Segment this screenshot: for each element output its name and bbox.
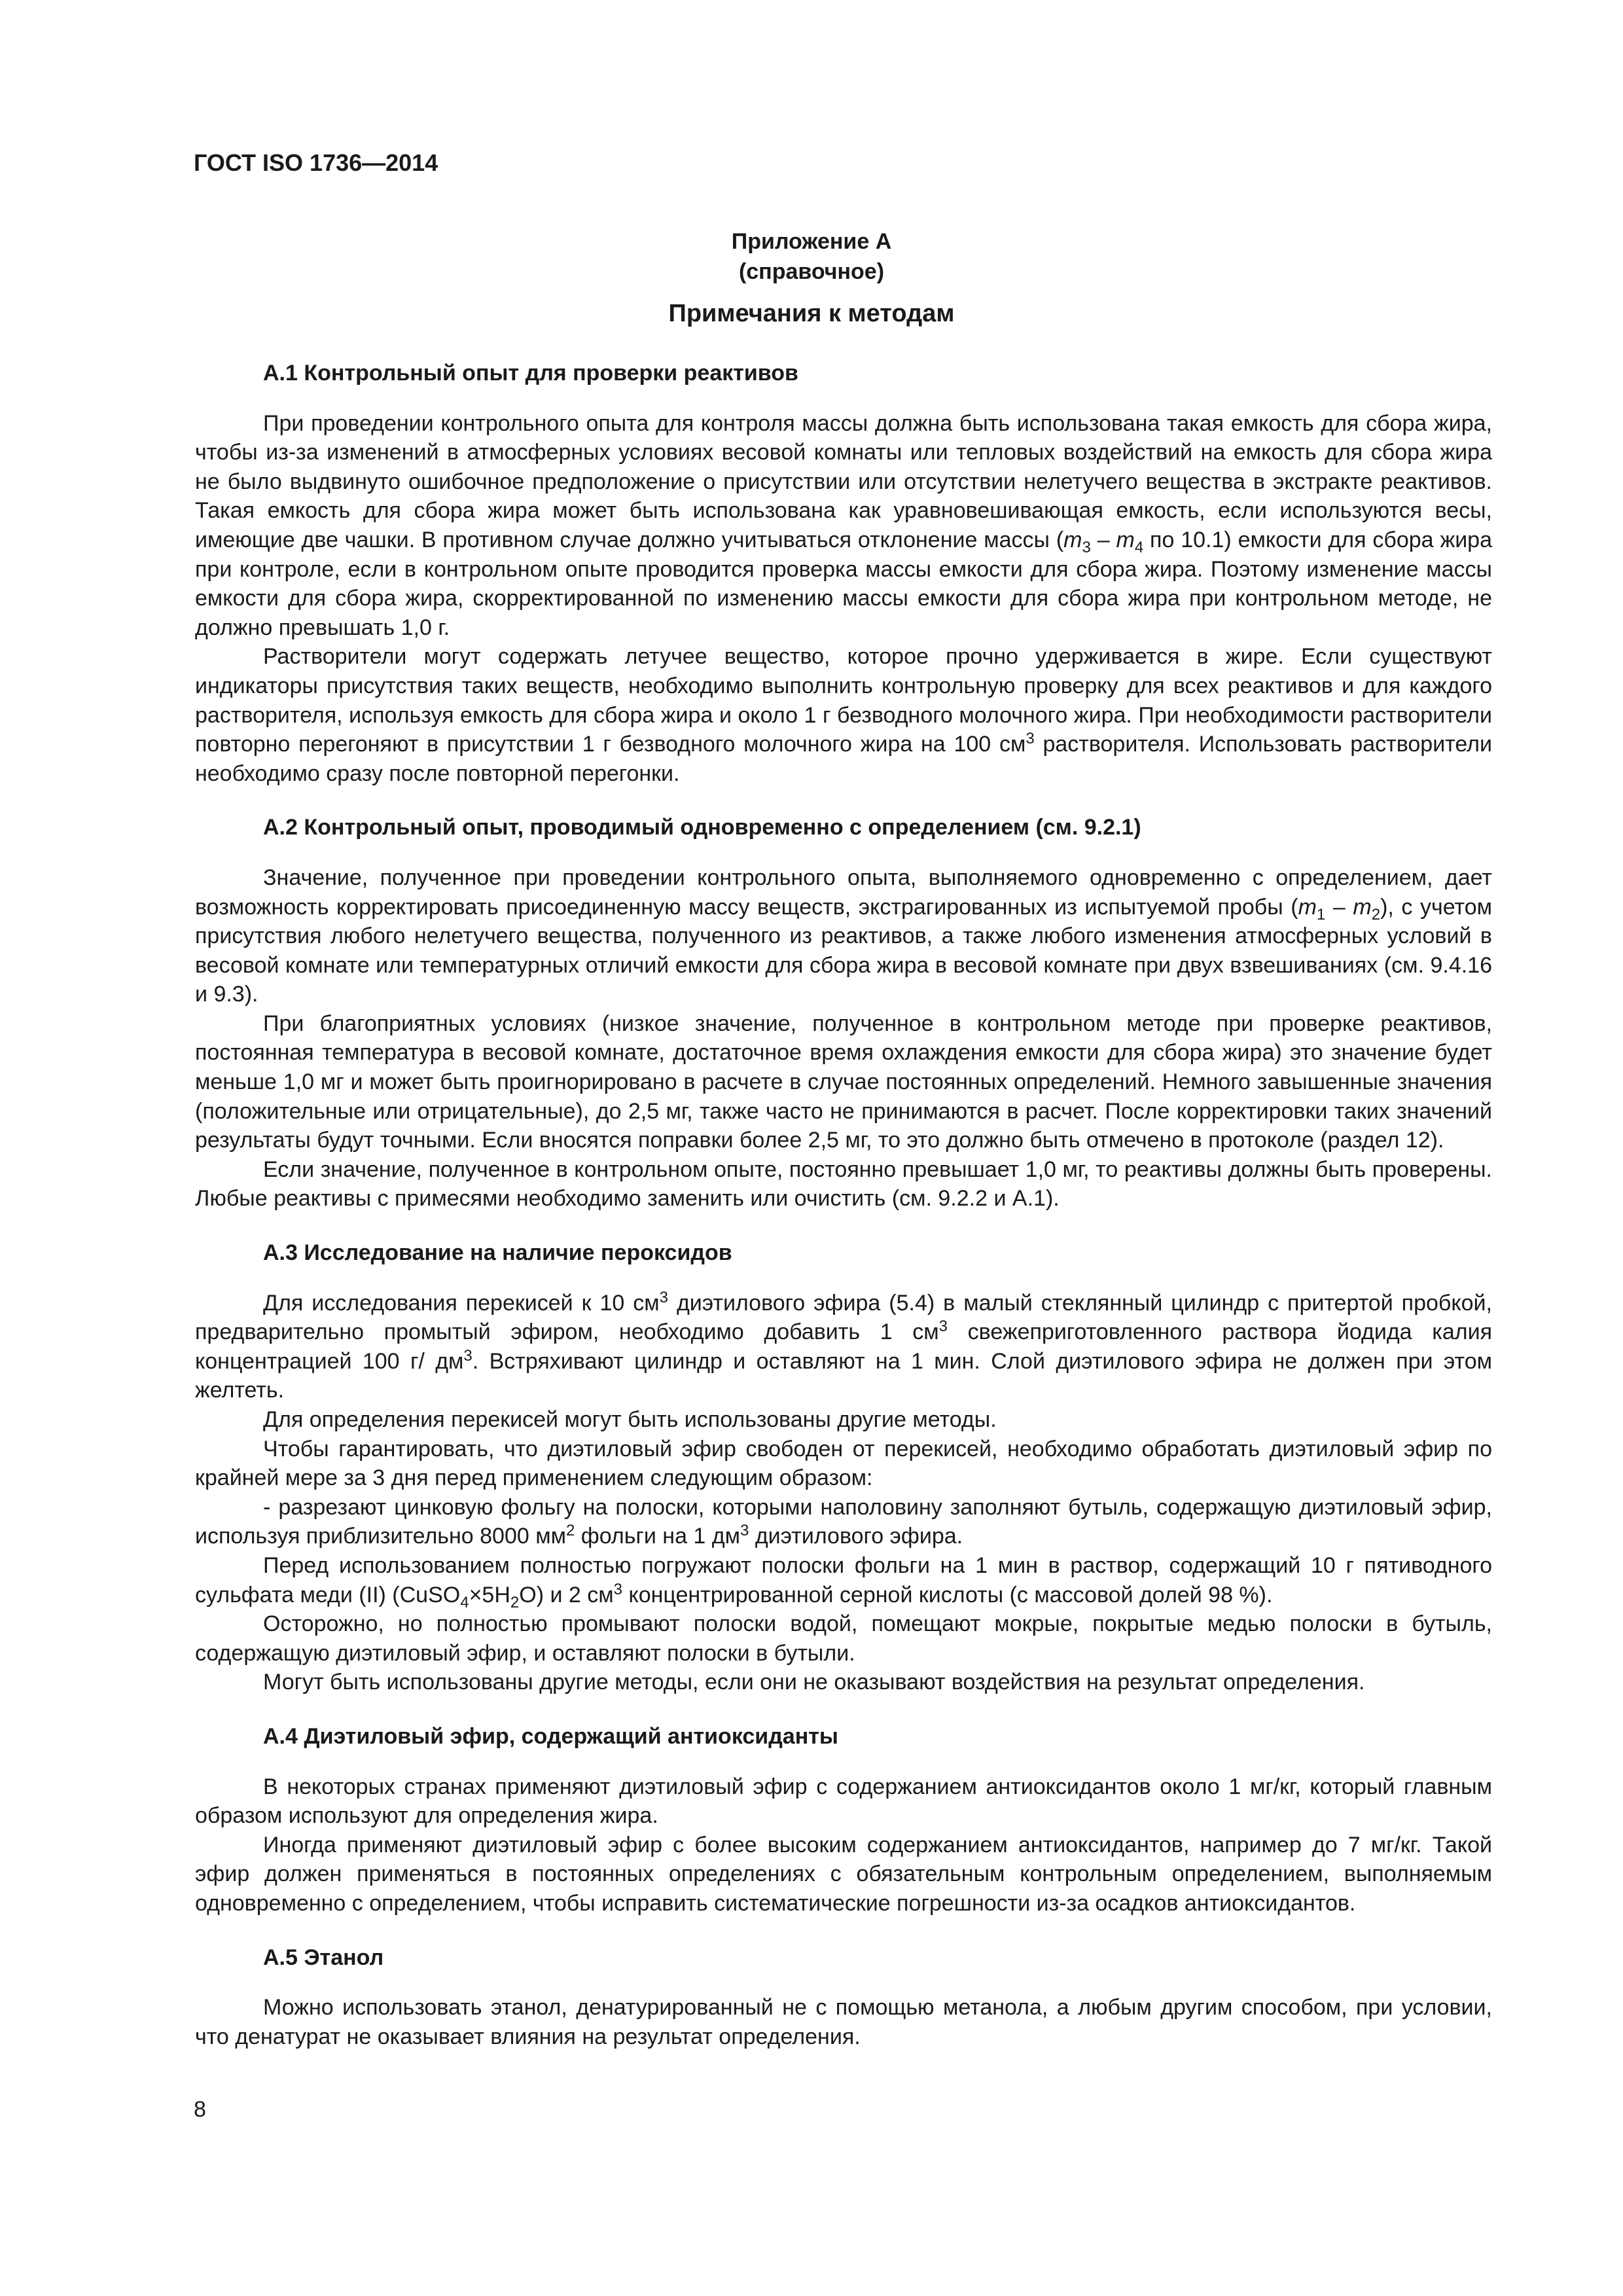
- section-heading: А.5 Этанол: [263, 1945, 384, 1970]
- paragraph: Можно использовать этанол, денатурированный не с помощью метанола, а любым другим способом, при условии, что денатурат не оказывает влияния на результат определения.: [195, 1995, 1492, 2049]
- paragraph: При благоприятных условиях (низкое значение, полученное в контрольном методе при проверке реактивов, постоянная температура в весовой комнате, достаточное время охлаждения емкости для сбора жира) это значение будет меньше 1,0 мг и может быть проигнорировано в расчете в случае постоянных определений. Немного завышенные значения (положительные или отрицательные), до 2,5 мг, также часто не принимаются в расчет. После корректировки таких значений результаты будут точными. Если вносятся поправки более 2,5 мг, то это должно быть отмечено в протоколе (раздел 12).: [195, 1011, 1492, 1153]
- paragraph: Растворители могут содержать летучее вещество, которое прочно удерживается в жире. Если существуют индикаторы присутствия таких веществ, необходимо выполнить контрольную проверку для всех реактивов и для каждого растворителя, используя емкость для сбора жира и около 1 г безводного молочного жира. При необходимости растворители повторно перегоняют в присутствии 1 г безводного молочного жира на 100 $см^3$ растворителя. Использовать растворители необходимо сразу после повторной перегонки.: [195, 644, 1492, 786]
- section-heading: А.2 Контрольный опыт, проводимый одновременно с определением (см. 9.2.1): [263, 815, 1141, 840]
- appendix-label: Приложение А: [731, 229, 892, 254]
- paragraph: Для исследования перекисей к 10 $см^3$ диэтилового эфира (5.4) в малый стеклянный цилиндр с притертой пробкой, предварительно промытый эфиром, необходимо добавить 1 $см^3$ свежеприготовленного раствора йодида калия концентрацией 100 г/ $дм^3$. Встряхивают цилиндр и оставляют на 1 мин. Слой диэтилового эфира не должен при этом желтеть.: [195, 1288, 1492, 1403]
- section: [195, 359, 1492, 788]
- paragraph: Чтобы гарантировать, что диэтиловый эфир свободен от перекисей, необходимо обработать диэтиловый эфир по крайней мере за 3 дня перед применением следующим образом:: [195, 1436, 1492, 1491]
- paragraph: Могут быть использованы другие методы, если они не оказывают воздействия на результат определения.: [263, 1670, 1365, 1695]
- document-code: ГОСТ ISO 1736—2014: [194, 149, 438, 176]
- paragraph: Значение, полученное при проведении контрольного опыта, выполняемого одновременно с определением, дает возможность корректировать присоединенную массу веществ, экстрагированных из испытуемой пробы $(m_1 - m_2)$, с учетом присутствия любого нелетучего вещества, полученного из реактивов, а также любого изменения атмосферных условий в весовой комнате или температурных отличий емкости для сбора жира в весовой комнате при двух взвешиваниях (см. 9.4.16 и 9.3).: [195, 865, 1492, 1007]
- section: [195, 1722, 1492, 1918]
- section-heading: А.3 Исследование на наличие пероксидов: [263, 1240, 732, 1266]
- paragraph: Перед использованием полностью погружают полоски фольги на 1 мин в раствор, содержащий 10 г пятиводного сульфата меди (II) $(CuSO_4\times 5H_2O)$ и 2 $см^3$ концентрированной серной кислоты (с массовой долей 98 %).: [195, 1552, 1492, 1611]
- paragraph: Для определения перекисей могут быть использованы другие методы.: [263, 1407, 997, 1432]
- paragraph: - разрезают цинковую фольгу на полоски, которыми наполовину заполняют бутыль, содержащую диэтиловый эфир, используя приблизительно 8000 $мм^2$ фольги на 1 $дм^3$ диэтилового эфира.: [195, 1494, 1492, 1549]
- paragraph: Осторожно, но полностью промывают полоски водой, помещают мокрые, покрытые медью полоски в бутыль, содержащую диэтиловый эфир, и оставляют полоски в бутыли.: [195, 1611, 1492, 1666]
- section: [195, 1943, 1492, 2052]
- appendix-title: Примечания к методам: [668, 300, 955, 327]
- section-heading: А.1 Контрольный опыт для проверки реактивов: [263, 361, 798, 386]
- document-body: [195, 359, 1492, 2076]
- paragraph: В некоторых странах применяют диэтиловый эфир с содержанием антиоксидантов около 1 мг/кг, который главным образом используют для определения жира.: [195, 1774, 1492, 1829]
- appendix-header: [0, 226, 1623, 329]
- section: [195, 813, 1492, 1213]
- paragraph: Иногда применяют диэтиловый эфир с более высоким содержанием антиоксидантов, например до 7 мг/кг. Такой эфир должен применяться в постоянных определениях с обязательным контрольным определением, выполняемым одновременно с определением, чтобы исправить систематические погрешности из-за осадков антиоксидантов.: [195, 1832, 1492, 1916]
- section-heading: А.4 Диэтиловый эфир, содержащий антиоксиданты: [263, 1723, 838, 1749]
- page-number: 8: [194, 2097, 206, 2122]
- appendix-kind: (справочное): [738, 259, 885, 284]
- section: [195, 1238, 1492, 1697]
- paragraph: При проведении контрольного опыта для контроля массы должна быть использована такая емкость для сбора жира, чтобы из-за изменений в атмосферных условиях весовой комнаты или тепловых воздействий на емкость для сбора жира не было выдвинуто ошибочное предположение о присутствии или отсутствии нелетучего вещества в экстракте реактивов. Такая емкость для сбора жира может быть использована как уравновешивающая емкость, если используются весы, имеющие две чашки. В противном случае должно учитываться отклонение массы ($m_3 - m_4$ по 10.1) емкости для сбора жира при контроле, если в контрольном опыте проводится проверка массы емкости для сбора жира. Поэтому изменение массы емкости для сбора жира, скорректированной по изменению массы емкости для сбора жира при контрольном методе, не должно превышать 1,0 г.: [195, 410, 1492, 640]
- paragraph: Если значение, полученное в контрольном опыте, постоянно превышает 1,0 мг, то реактивы должны быть проверены. Любые реактивы с примесями необходимо заменить или очистить (см. 9.2.2 и А.1).: [195, 1157, 1492, 1211]
